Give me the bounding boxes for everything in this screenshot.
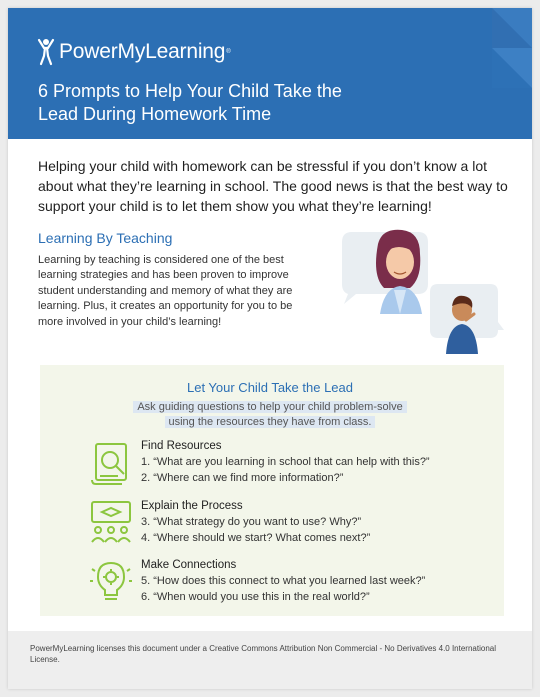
prompt-question: 1. “What are you learning in school that can help with this?” [141, 456, 430, 468]
section-paragraph: Learning by teaching is considered one of the best learning strategies and has been proven to improve student understanding and memory of what they are learning. Plus, it creates an opportunity for you to be more involved in your child’s learning! [38, 254, 293, 328]
prompt-heading: Find Resources [141, 440, 222, 452]
jumping-person-icon [36, 38, 56, 66]
brand-logo [36, 38, 231, 66]
box-subtitle [8, 400, 532, 430]
document-page [8, 8, 532, 689]
prompt-heading: Explain the Process [141, 500, 243, 512]
magnifier-scroll-icon [88, 440, 134, 486]
lightbulb-gears-icon [88, 559, 134, 605]
presentation-group-icon [88, 500, 134, 546]
prompt-group-make-connections [88, 559, 508, 609]
section-heading: Learning By Teaching [38, 230, 173, 246]
title-line-1: 6 Prompts to Help Your Child Take the [38, 81, 342, 101]
trademark-mark: ® [226, 49, 231, 55]
box-title: Let Your Child Take the Lead [186, 380, 353, 395]
page-title [38, 80, 398, 126]
brand-name: PowerMyLearning [59, 40, 226, 63]
license-footer [8, 631, 532, 689]
prompt-group-find-resources [88, 440, 508, 490]
box-subtitle-line-2: using the resources they have from class. [165, 416, 376, 428]
prompt-question: 3. “What strategy do you want to use? Why?” [141, 516, 362, 528]
prompt-question: 2. “Where can we find more information?” [141, 472, 344, 484]
prompt-heading: Make Connections [141, 559, 237, 571]
prompt-question: 6. “When would you use this in the real world?” [141, 591, 370, 603]
title-line-2: Lead During Homework Time [38, 104, 272, 124]
parent-child-illustration [334, 222, 504, 354]
intro-paragraph: Helping your child with homework can be stressful if you don’t know a lot about what they’re learning in school. The good news is that the best way to support your child is to let them show you what they’re learning! [38, 158, 508, 214]
header-banner [8, 8, 532, 139]
prompt-question: 4. “Where should we start? What comes next?” [141, 532, 371, 544]
triangle-pattern-decoration [452, 8, 532, 88]
license-text: PowerMyLearning licenses this document under a Creative Commons Attribution Non Commercial - No Derivatives 4.0 International License. [30, 644, 496, 664]
box-subtitle-line-1: Ask guiding questions to help your child problem-solve [133, 401, 406, 413]
prompt-question: 5. “How does this connect to what you learned last week?” [141, 575, 426, 587]
prompt-group-explain-process [88, 500, 508, 550]
